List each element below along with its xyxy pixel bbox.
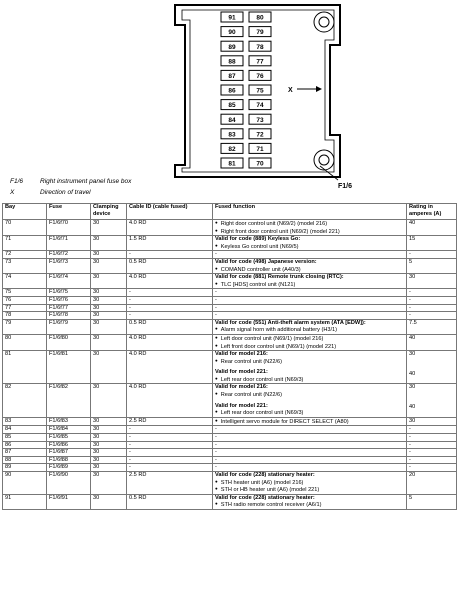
direction-arrow-icon (297, 86, 322, 92)
cell-rating: 40 (407, 220, 457, 236)
fuse-number: 76 (256, 73, 264, 80)
cell-fuse: F1/6f74 (47, 274, 91, 289)
function-item: ● Left rear door control unit (N69/3) (215, 376, 404, 384)
cell-bay: 89 (3, 464, 47, 472)
table-row (3, 464, 457, 472)
cell-fuse: F1/6f77 (47, 304, 91, 312)
fuse-slot-74 (249, 100, 271, 110)
function-item: ● Right door control unit (N69/2) (model 216) (215, 220, 404, 228)
cell-rating: 30 (407, 274, 457, 289)
fuse-number: 81 (228, 160, 236, 168)
table-row (3, 236, 457, 251)
function-item: ● Left rear door control unit (N69/3) (215, 409, 404, 417)
table-row (3, 319, 457, 334)
fuse-slot-86 (221, 85, 243, 95)
fuse-slot-83 (221, 129, 243, 139)
cell-fused-function (213, 426, 407, 434)
fuse-number: 74 (256, 102, 264, 110)
function-heading: - (215, 441, 217, 448)
cell-fuse: F1/6f72 (47, 251, 91, 259)
cell-fuse: F1/6f83 (47, 417, 91, 426)
cell-clamping-device: 30 (91, 220, 127, 236)
cell-fuse: F1/6f91 (47, 494, 91, 509)
function-item: ● STH or HB heater unit (A6) (model 221) (215, 486, 404, 494)
cell-cable-id: - (127, 441, 213, 449)
cell-bay: 74 (3, 274, 47, 289)
cell-rating: - (407, 296, 457, 304)
cell-bay: 72 (3, 251, 47, 259)
fuse-number: 77 (256, 58, 264, 66)
cell-clamping-device: 30 (91, 351, 127, 384)
fuse-number: 70 (256, 160, 264, 168)
cell-clamping-device: 30 (91, 236, 127, 251)
table-row (3, 449, 457, 457)
cell-fuse: F1/6f82 (47, 384, 91, 417)
cell-fused-function (213, 334, 407, 350)
function-heading: - (215, 449, 217, 456)
fuse-slot-78 (249, 41, 271, 51)
cell-rating: 30 40 (407, 384, 457, 417)
function-item: ● TLC [HDS] control unit (N121) (215, 281, 404, 289)
table-header-row (3, 204, 457, 220)
table-row (3, 304, 457, 312)
cell-cable-id: - (127, 456, 213, 464)
cell-clamping-device: 30 (91, 304, 127, 312)
cell-cable-id: - (127, 464, 213, 472)
legend-row (10, 176, 131, 187)
cell-fuse: F1/6f90 (47, 472, 91, 495)
function-heading: Valid for model 216: (215, 351, 268, 358)
cell-cable-id: 4.0 RD (127, 384, 213, 417)
cell-fuse: F1/6f85 (47, 434, 91, 442)
fuse-number: 75 (256, 87, 264, 95)
cell-cable-id: 4.0 RD (127, 274, 213, 289)
fuse-number: 89 (228, 43, 236, 51)
cell-bay: 91 (3, 494, 47, 509)
cell-clamping-device: 30 (91, 258, 127, 273)
fuse-number: 71 (256, 146, 264, 153)
cell-fused-function (213, 441, 407, 449)
cell-rating: - (407, 464, 457, 472)
function-item: ● Rear control unit (N22/6) (215, 391, 404, 399)
function-item: ● COMAND controller unit (A40/3) (215, 266, 404, 274)
cell-clamping-device: 30 (91, 251, 127, 259)
cell-rating: - (407, 312, 457, 320)
cell-cable-id: - (127, 289, 213, 297)
cell-fuse: F1/6f80 (47, 334, 91, 350)
fuse-number: 85 (228, 102, 236, 110)
function-heading: - (215, 289, 217, 296)
table-row (3, 494, 457, 509)
table-row (3, 472, 457, 495)
cell-fuse: F1/6f71 (47, 236, 91, 251)
cell-clamping-device: 30 (91, 384, 127, 417)
cell-fuse: F1/6f73 (47, 258, 91, 273)
cell-clamping-device: 30 (91, 472, 127, 495)
function-item: ● Alarm signal horn with additional battery (H3/1) (215, 326, 404, 334)
cell-cable-id: - (127, 312, 213, 320)
cell-fused-function (213, 289, 407, 297)
cell-fused-function (213, 296, 407, 304)
function-heading: - (215, 304, 217, 311)
function-item: ● Keyless Go control unit (N69/5) (215, 243, 404, 251)
cell-rating: 20 (407, 472, 457, 495)
fuse-slot-75 (249, 85, 271, 95)
cell-bay: 84 (3, 426, 47, 434)
column-header: Clamping device (91, 204, 127, 220)
cell-rating: 30 (407, 417, 457, 426)
cell-clamping-device: 30 (91, 449, 127, 457)
cell-rating: - (407, 251, 457, 259)
table-row (3, 434, 457, 442)
function-heading: - (215, 456, 217, 463)
cell-rating: - (407, 434, 457, 442)
function-heading: - (215, 434, 217, 441)
legend-text: Direction of travel (40, 189, 91, 196)
fuse-number: 90 (228, 29, 236, 37)
cell-rating: 15 (407, 236, 457, 251)
cell-cable-id: - (127, 434, 213, 442)
function-heading: Valid for model 221: (215, 402, 268, 409)
fuse-slot-87 (221, 70, 243, 80)
cell-cable-id: 4.0 RD (127, 334, 213, 350)
cell-cable-id: 0.5 RD (127, 258, 213, 273)
cell-fused-function (213, 304, 407, 312)
cell-clamping-device: 30 (91, 434, 127, 442)
fuse-number: 87 (228, 73, 236, 80)
function-heading: Valid for code (889) Keyless Go: (215, 236, 301, 243)
cell-fused-function (213, 472, 407, 495)
cell-rating: - (407, 449, 457, 457)
cell-rating: 40 (407, 334, 457, 350)
function-heading: - (215, 312, 217, 319)
column-header: Cable ID (cable fused) (127, 204, 213, 220)
fuse-number: 73 (256, 116, 264, 124)
cell-cable-id: 2.5 RD (127, 472, 213, 495)
mounting-hole-top (314, 12, 334, 32)
cell-bay: 70 (3, 220, 47, 236)
cell-clamping-device: 30 (91, 494, 127, 509)
fuse-slot-80 (249, 12, 271, 22)
cell-fused-function (213, 312, 407, 320)
cell-fuse: F1/6f87 (47, 449, 91, 457)
cell-clamping-device: 30 (91, 296, 127, 304)
cell-fuse: F1/6f89 (47, 464, 91, 472)
function-heading: Valid for model 221: (215, 369, 268, 376)
fuse-slot-90 (221, 27, 243, 37)
fuse-slot-88 (221, 56, 243, 66)
fuse-slot-79 (249, 27, 271, 37)
cell-fuse: F1/6f76 (47, 296, 91, 304)
table-row (3, 220, 457, 236)
fuse-number: 83 (228, 131, 236, 139)
fuse-slot-84 (221, 114, 243, 124)
cell-cable-id: 2.5 RD (127, 417, 213, 426)
cell-bay: 79 (3, 319, 47, 334)
cell-fuse: F1/6f78 (47, 312, 91, 320)
legend-row (10, 187, 131, 198)
cell-bay: 87 (3, 449, 47, 457)
fuse-slot-71 (249, 143, 271, 153)
cell-bay: 80 (3, 334, 47, 350)
function-heading: Valid for code (551) Anti-theft alarm system (ATA [EDW]): (215, 319, 366, 326)
function-heading: - (215, 464, 217, 471)
cell-fused-function (213, 417, 407, 426)
cell-fused-function (213, 464, 407, 472)
cell-fused-function (213, 456, 407, 464)
table-row (3, 384, 457, 417)
cell-fused-function (213, 434, 407, 442)
table-row (3, 441, 457, 449)
function-item: ● Left door control unit (N69/1) (model 216) (215, 335, 404, 343)
function-heading: Valid for code (228) stationary heater: (215, 494, 315, 501)
fuse-slot-77 (249, 56, 271, 66)
function-heading: - (215, 296, 217, 303)
cell-fused-function (213, 319, 407, 334)
cell-clamping-device: 30 (91, 274, 127, 289)
function-item: ● STH radio remote control receiver (A6/1) (215, 501, 404, 509)
cell-cable-id: - (127, 296, 213, 304)
function-heading: - (215, 426, 217, 433)
legend-text: Right instrument panel fuse box (40, 178, 132, 185)
cell-bay: 73 (3, 258, 47, 273)
table-row (3, 351, 457, 384)
cell-fuse: F1/6f86 (47, 441, 91, 449)
table-row (3, 258, 457, 273)
table-row (3, 312, 457, 320)
cell-clamping-device: 30 (91, 312, 127, 320)
cell-bay: 81 (3, 351, 47, 384)
cell-cable-id: 1.5 RD (127, 236, 213, 251)
fuse-number: 91 (228, 14, 236, 22)
table-row (3, 417, 457, 426)
legend (10, 176, 131, 198)
column-header: Bay (3, 204, 47, 220)
legend-code: F1/6 (10, 178, 24, 185)
cell-clamping-device: 30 (91, 426, 127, 434)
cell-fuse: F1/6f70 (47, 220, 91, 236)
column-header: Fused function (213, 204, 407, 220)
fuse-slot-91 (221, 12, 243, 22)
cell-fused-function (213, 449, 407, 457)
box-label: F1/6 (338, 183, 353, 190)
function-heading: Valid for code (228) stationary heater: (215, 472, 315, 478)
function-heading: Valid for code (498) Japanese version: (215, 258, 317, 265)
column-header: Fuse (47, 204, 91, 220)
cell-bay: 90 (3, 472, 47, 495)
table-row (3, 289, 457, 297)
cell-rating: 7.5 (407, 319, 457, 334)
fuse-number: 80 (256, 14, 264, 22)
table-row (3, 456, 457, 464)
cell-bay: 82 (3, 384, 47, 417)
legend-code: X (10, 189, 15, 196)
cell-bay: 86 (3, 441, 47, 449)
fuse-number: 82 (228, 146, 236, 153)
fuse-grid (221, 12, 271, 168)
fuse-slot-89 (221, 41, 243, 51)
function-item: ● STH heater unit (A6) (model 216) (215, 479, 404, 487)
table-row (3, 426, 457, 434)
cell-clamping-device: 30 (91, 456, 127, 464)
cell-rating: 5 (407, 494, 457, 509)
cell-bay: 85 (3, 434, 47, 442)
cell-rating: - (407, 289, 457, 297)
cell-clamping-device: 30 (91, 441, 127, 449)
cell-fused-function (213, 351, 407, 384)
fuse-slot-85 (221, 100, 243, 110)
cell-clamping-device: 30 (91, 289, 127, 297)
column-header: Rating in amperes (A) (407, 204, 457, 220)
table-row (3, 296, 457, 304)
cell-fused-function (213, 236, 407, 251)
cell-cable-id: 4.0 RD (127, 220, 213, 236)
cell-bay: 76 (3, 296, 47, 304)
fuse-number: 78 (256, 43, 264, 51)
cell-rating: - (407, 426, 457, 434)
mounting-hole-bottom (314, 150, 334, 170)
cell-bay: 75 (3, 289, 47, 297)
cell-clamping-device: 30 (91, 334, 127, 350)
fuse-slot-76 (249, 70, 271, 80)
cell-cable-id: 4.0 RD (127, 351, 213, 384)
cell-rating: - (407, 456, 457, 464)
fuse-number: 72 (256, 131, 264, 139)
cell-fuse: F1/6f81 (47, 351, 91, 384)
fuse-slot-73 (249, 114, 271, 124)
cell-fuse: F1/6f84 (47, 426, 91, 434)
cell-fuse: F1/6f79 (47, 319, 91, 334)
cell-fused-function (213, 384, 407, 417)
function-item: ● Intelligent servo module for DIRECT SELECT (A80) (215, 418, 404, 426)
cell-fused-function (213, 494, 407, 509)
function-heading: Valid for code (881) Remote trunk closing (RTC): (215, 274, 344, 281)
fuse-slot-82 (221, 143, 243, 153)
cell-cable-id: - (127, 251, 213, 259)
cell-clamping-device: 30 (91, 319, 127, 334)
cell-fused-function (213, 220, 407, 236)
cell-bay: 88 (3, 456, 47, 464)
fuse-slot-70 (249, 158, 271, 168)
fuse-table (2, 203, 457, 510)
function-item: ● Right front door control unit (N69/2) (model 221) (215, 228, 404, 236)
cell-bay: 83 (3, 417, 47, 426)
cell-bay: 77 (3, 304, 47, 312)
fuse-slot-72 (249, 129, 271, 139)
fuse-slot-81 (221, 158, 243, 168)
fuse-number: 84 (228, 116, 236, 124)
cell-fused-function (213, 251, 407, 259)
cell-fused-function (213, 274, 407, 289)
cell-fuse: F1/6f75 (47, 289, 91, 297)
fuse-number: 88 (228, 58, 236, 66)
cell-rating: - (407, 304, 457, 312)
fuse-number: 86 (228, 87, 236, 95)
cell-clamping-device: 30 (91, 464, 127, 472)
function-heading: Valid for model 216: (215, 384, 268, 391)
cell-rating: - (407, 441, 457, 449)
cell-rating: 5 (407, 258, 457, 273)
table-body (3, 220, 457, 510)
function-item: ● Left front door control unit (N69/1) (model 221) (215, 343, 404, 351)
function-item: ● Rear control unit (N22/6) (215, 358, 404, 366)
cell-fuse: F1/6f88 (47, 456, 91, 464)
cell-cable-id: 0.5 RD (127, 319, 213, 334)
cell-cable-id: 0.5 RD (127, 494, 213, 509)
fuse-number: 79 (256, 29, 264, 37)
direction-label: X (288, 87, 293, 94)
cell-fused-function (213, 258, 407, 273)
table-row (3, 274, 457, 289)
cell-cable-id: - (127, 426, 213, 434)
cell-cable-id: - (127, 304, 213, 312)
table-row (3, 251, 457, 259)
table-row (3, 334, 457, 350)
cell-cable-id: - (127, 449, 213, 457)
function-heading: - (215, 251, 217, 258)
cell-rating: 30 40 (407, 351, 457, 384)
cell-bay: 78 (3, 312, 47, 320)
cell-bay: 71 (3, 236, 47, 251)
cell-clamping-device: 30 (91, 417, 127, 426)
